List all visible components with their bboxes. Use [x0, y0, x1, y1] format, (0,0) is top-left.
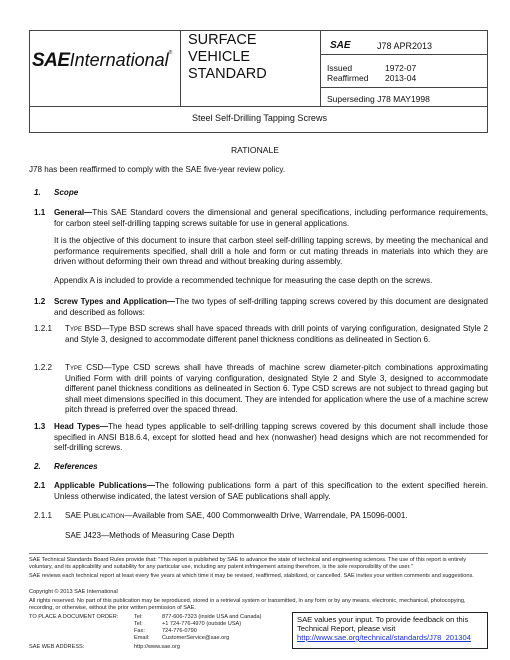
section-number: 1.2.1	[34, 324, 53, 333]
paragraph: Type CSD—Type CSD screws shall have threads of machine screw diameter-pitch combinations approximating Unified Form with drill points of varying configuration, designated Style 2 and Style 3, designed to accommodate different panel thickness conditions as delineated in Section 6. Type CSD screws are not subject to thread gaging but shall meet dimensions specified in this document. They are intended for application where the use of a machine screw pitch thread is preferred over the spaced thread.	[65, 363, 488, 415]
footer-disclaimer: SAE Technical Standards Board Rules provide that: "This report is published by SAE to advance the state of technical and engineering sciences. The use of this report is entirely voluntary, and its applicability and suitability for any particular use, including any patent infringement arising therefrom, is the sole responsibility of the user."	[29, 557, 467, 570]
rationale-heading: RATIONALE	[230, 145, 280, 155]
fax-value: 724-776-0790	[162, 628, 197, 634]
paragraph: Appendix A is included to provide a recommended technique for measuring the case depth on the screws.	[54, 276, 433, 285]
standard-type-line: STANDARD	[188, 66, 267, 82]
reference-item: SAE J423—Methods of Measuring Case Depth	[65, 531, 235, 540]
paragraph: General—This SAE Standard covers the dimensional and general specifications, including performance requirements, for carbon steel self-drilling tapping screws suitable for use in general applications.	[54, 208, 488, 228]
header-divider	[320, 31, 321, 107]
standard-type-line: VEHICLE	[188, 49, 251, 65]
tel-label: Tel:	[134, 621, 143, 627]
header-divider	[320, 54, 488, 55]
issued-label: Issued	[327, 63, 353, 73]
feedback-text: SAE values your input. To provide feedback on this Technical Report, please visit	[297, 615, 469, 633]
document-number: J78 APR2013	[377, 41, 433, 51]
standard-type-line: SURFACE	[188, 32, 257, 48]
paragraph: Head Types—The head types applicable to self-drilling tapping screws covered by this document shall include those specified in ANSI B18.6.4, except for slotted head and hex (nonwasher) head designs which are not recommended for self-drilling screws.	[54, 422, 488, 453]
feedback-box	[292, 612, 488, 649]
paragraph: Screw Types and Application—The two types of self-drilling tapping screws covered by this document are designated and described as follows:	[54, 297, 488, 317]
superseding-note: Superseding J78 MAY1998	[327, 94, 430, 104]
sae-international-logo: SAEInternational®	[32, 50, 173, 71]
reaffirmed-label: Reaffirmed	[327, 73, 369, 83]
section-number: 1.3	[34, 422, 46, 431]
web-label: SAE WEB ADDRESS:	[29, 644, 85, 650]
rationale-text: J78 has been reaffirmed to comply with the SAE five-year review policy.	[29, 165, 286, 174]
tel-label: Tel:	[134, 614, 143, 620]
footer-copyright: Copyright © 2013 SAE International	[29, 589, 118, 595]
header-divider	[30, 106, 488, 107]
issued-value: 1972-07	[385, 63, 417, 73]
order-label: TO PLACE A DOCUMENT ORDER:	[29, 614, 119, 620]
email-label: Email:	[134, 635, 150, 641]
section-number: 1.	[34, 188, 41, 197]
paragraph: Applicable Publications—The following publications form a part of this specification to the extent specified herein. Unless otherwise indicated, the latest version of SAE publications shall apply.	[54, 481, 489, 501]
reaffirmed-value: 2013-04	[385, 73, 417, 83]
section-number: 2.1.1	[34, 511, 53, 520]
feedback-link[interactable]: http://www.sae.org/technical/standards/J78_201304	[297, 633, 471, 642]
fax-label: Fax:	[134, 628, 145, 634]
tel-value: 877-606-7323 (inside USA and Canada)	[162, 614, 262, 620]
footer-divider	[29, 553, 488, 554]
section-title: Scope	[54, 188, 79, 197]
web-link[interactable]: http://www.sae.org	[134, 644, 181, 650]
document-header	[29, 30, 488, 133]
footer-review-note: SAE reviews each technical report at least every five years at which time it may be revised, reaffirmed, stabilized, or cancelled. SAE invites your written comments and suggestions.	[29, 573, 474, 579]
section-number: 1.2.2	[34, 363, 53, 372]
footer-rights: All rights reserved. No part of this publication may be reproduced, stored in a retrieval system or transmitted, in any form or by any means, electronic, mechanical, photocopying, recording, or otherwise, without the prior written permission of SAE.	[29, 598, 466, 611]
section-number: 1.2	[34, 297, 46, 306]
paragraph: SAE Publication—Available from SAE, 400 Commonwealth Drive, Warrendale, PA 15096-0001.	[65, 511, 408, 520]
header-divider	[180, 31, 181, 107]
document-title: Steel Self-Drilling Tapping Screws	[192, 113, 327, 123]
section-number: 2.	[34, 462, 41, 471]
section-number: 2.1	[34, 481, 46, 490]
paragraph: Type BSD—Type BSD screws shall have spaced threads with drill points of varying configuration, designated Style 2 and Style 3, designed to accommodate different panel thickness conditions as delineated in Section 6.	[65, 324, 488, 344]
standard-type	[188, 32, 267, 83]
sae-small-logo: SAE	[330, 40, 351, 51]
paragraph: It is the objective of this document to insure that carbon steel self-drilling tapping screws, by meeting the mechanical and performance requirements specified, shall drill a hole and form or cut mating threads in materials into which they are driven without deforming their own thread and without breaking during assembly.	[54, 236, 488, 267]
section-number: 1.1	[34, 208, 46, 217]
section-title: References	[54, 462, 98, 471]
email-link[interactable]: CustomerService@sae.org	[162, 635, 230, 641]
tel-value: +1 724-776-4970 (outside USA)	[162, 621, 242, 627]
header-divider	[320, 87, 488, 88]
